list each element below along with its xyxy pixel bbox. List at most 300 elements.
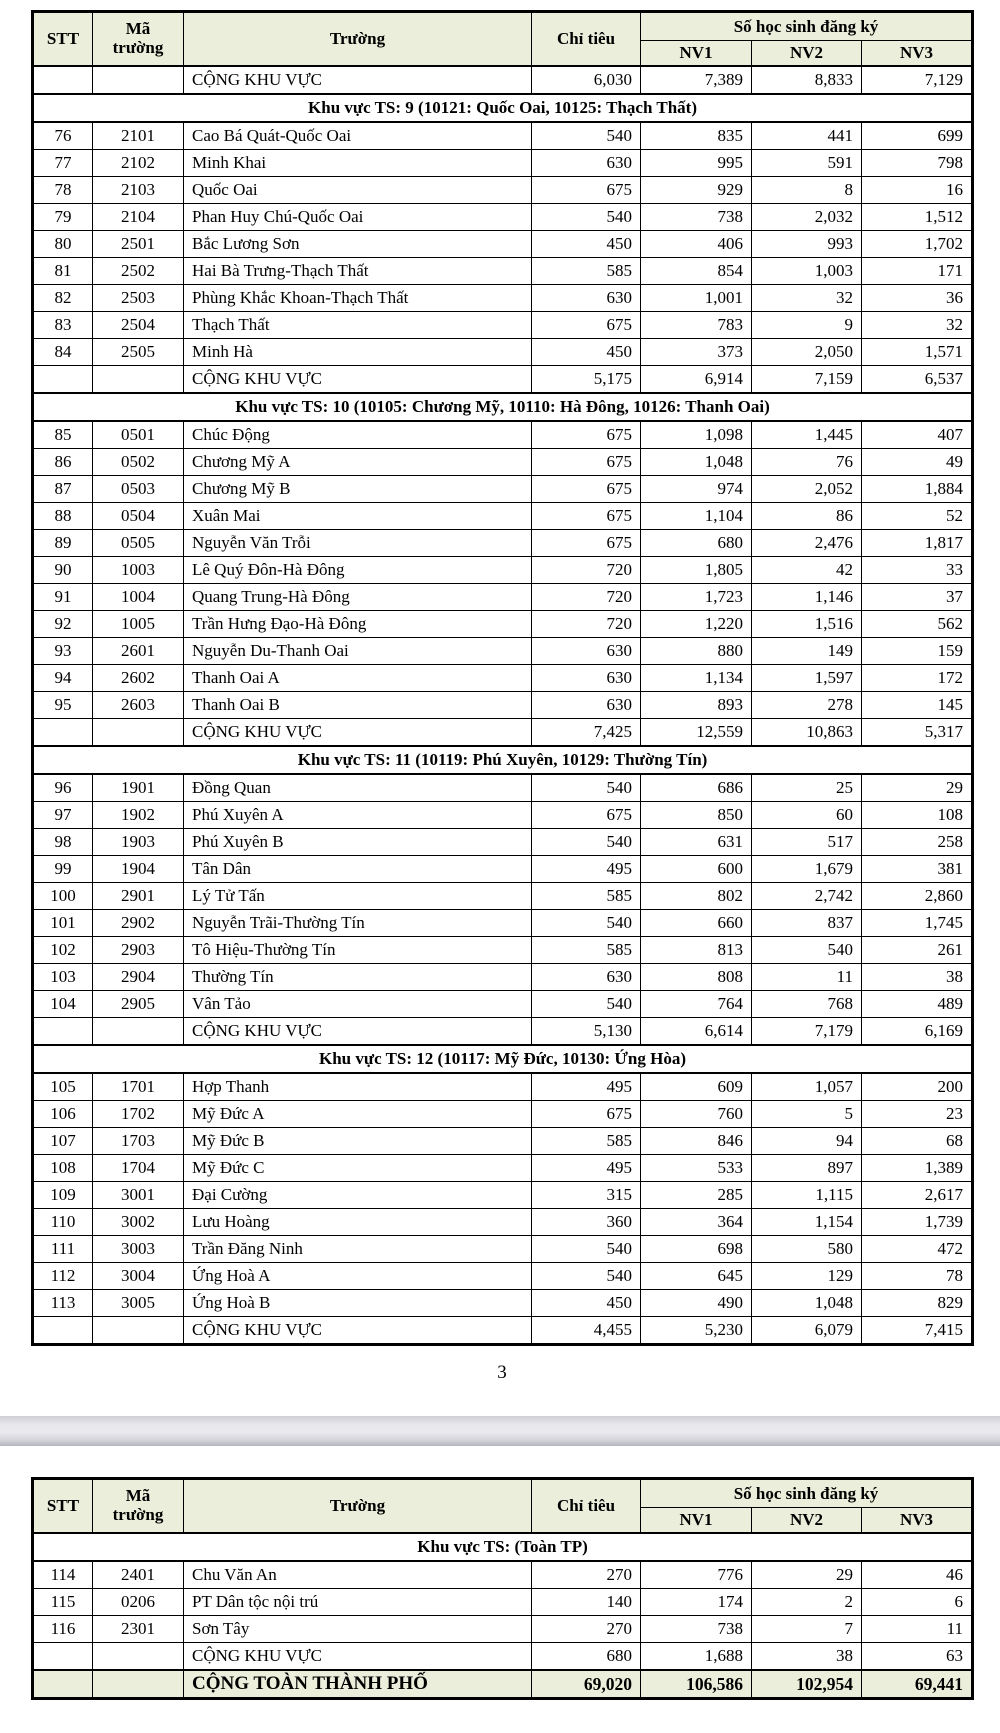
stt-cell: 102 xyxy=(33,937,93,964)
school-row xyxy=(33,1128,973,1155)
nv2-count-cell: 1,154 xyxy=(752,1209,862,1236)
school-code-cell xyxy=(93,66,184,94)
nv2-count-cell: 580 xyxy=(752,1236,862,1263)
nv3-count-cell: 699 xyxy=(862,122,973,150)
nv2-count-cell: 10,863 xyxy=(752,719,862,747)
school-name-cell: Nguyễn Du-Thanh Oai xyxy=(184,638,532,665)
quota-cell: 4,455 xyxy=(532,1317,641,1345)
nv3-count-cell: 108 xyxy=(862,802,973,829)
nv1-count-cell: 174 xyxy=(641,1589,752,1616)
nv1-count-cell: 285 xyxy=(641,1182,752,1209)
nv1-count-cell: 600 xyxy=(641,856,752,883)
quota-cell: 360 xyxy=(532,1209,641,1236)
school-code-cell xyxy=(93,719,184,747)
school-name-cell: Đồng Quan xyxy=(184,774,532,802)
school-code-cell: 2902 xyxy=(93,910,184,937)
quota-cell: 675 xyxy=(532,177,641,204)
nv2-count-cell: 278 xyxy=(752,692,862,719)
school-code-cell: 2301 xyxy=(93,1616,184,1643)
school-row xyxy=(33,503,973,530)
nv3-count-cell: 381 xyxy=(862,856,973,883)
school-name-cell: Chúc Động xyxy=(184,421,532,449)
table-header xyxy=(33,12,973,67)
nv1-count-cell: 406 xyxy=(641,231,752,258)
nv2-count-cell: 149 xyxy=(752,638,862,665)
stt-cell: 110 xyxy=(33,1209,93,1236)
school-row xyxy=(33,1209,973,1236)
nv2-count-cell: 1,146 xyxy=(752,584,862,611)
quota-cell: 450 xyxy=(532,1290,641,1317)
nv1-count-cell: 850 xyxy=(641,802,752,829)
section-title: Khu vực TS: 10 (10105: Chương Mỹ, 10110: Hà Đông, 10126: Thanh Oai) xyxy=(33,393,973,421)
quota-cell: 450 xyxy=(532,231,641,258)
col-header-stt: STT xyxy=(33,1479,93,1534)
nv2-count-cell: 6,079 xyxy=(752,1317,862,1345)
nv2-count-cell: 2,742 xyxy=(752,883,862,910)
school-row xyxy=(33,530,973,557)
nv1-count-cell: 974 xyxy=(641,476,752,503)
stt-cell: 114 xyxy=(33,1561,93,1589)
nv3-count-cell: 6,537 xyxy=(862,366,973,394)
school-row xyxy=(33,258,973,285)
school-code-cell: 0503 xyxy=(93,476,184,503)
stt-cell: 85 xyxy=(33,421,93,449)
nv2-count-cell: 94 xyxy=(752,1128,862,1155)
nv3-count-cell: 1,884 xyxy=(862,476,973,503)
school-code-cell: 2101 xyxy=(93,122,184,150)
enrollment-table-page-3 xyxy=(31,10,974,1346)
school-code-cell: 2103 xyxy=(93,177,184,204)
school-name-cell: PT Dân tộc nội trú xyxy=(184,1589,532,1616)
quota-cell: 630 xyxy=(532,665,641,692)
school-code-cell: 2602 xyxy=(93,665,184,692)
nv3-count-cell: 258 xyxy=(862,829,973,856)
nv2-count-cell: 32 xyxy=(752,285,862,312)
nv3-count-cell: 23 xyxy=(862,1101,973,1128)
stt-cell xyxy=(33,1670,93,1699)
nv1-count-cell: 813 xyxy=(641,937,752,964)
quota-cell: 630 xyxy=(532,638,641,665)
nv1-count-cell: 1,098 xyxy=(641,421,752,449)
quota-cell: 585 xyxy=(532,1128,641,1155)
stt-cell: 113 xyxy=(33,1290,93,1317)
school-name-cell: Chương Mỹ B xyxy=(184,476,532,503)
school-name-cell: Tân Dân xyxy=(184,856,532,883)
school-code-cell: 3004 xyxy=(93,1263,184,1290)
nv1-count-cell: 808 xyxy=(641,964,752,991)
school-code-cell: 0501 xyxy=(93,421,184,449)
stt-cell: 84 xyxy=(33,339,93,366)
col-header-truong: Trường xyxy=(184,12,532,67)
school-row xyxy=(33,1263,973,1290)
school-row xyxy=(33,829,973,856)
nv2-count-cell: 2,052 xyxy=(752,476,862,503)
nv1-count-cell: 1,104 xyxy=(641,503,752,530)
quota-cell: 495 xyxy=(532,1073,641,1101)
nv2-count-cell: 993 xyxy=(752,231,862,258)
nv1-count-cell: 1,134 xyxy=(641,665,752,692)
nv3-count-cell: 200 xyxy=(862,1073,973,1101)
school-name-cell: Quang Trung-Hà Đông xyxy=(184,584,532,611)
col-header-nv3: NV3 xyxy=(862,1508,973,1534)
city-total-row xyxy=(33,1670,973,1699)
stt-cell: 115 xyxy=(33,1589,93,1616)
quota-cell: 270 xyxy=(532,1616,641,1643)
school-code-cell: 0504 xyxy=(93,503,184,530)
nv3-count-cell: 798 xyxy=(862,150,973,177)
nv1-count-cell: 995 xyxy=(641,150,752,177)
nv3-count-cell: 1,512 xyxy=(862,204,973,231)
school-row xyxy=(33,122,973,150)
stt-cell: 92 xyxy=(33,611,93,638)
nv2-count-cell: 2,476 xyxy=(752,530,862,557)
quota-cell: 630 xyxy=(532,285,641,312)
nv2-count-cell: 9 xyxy=(752,312,862,339)
nv1-count-cell: 1,220 xyxy=(641,611,752,638)
stt-cell: 111 xyxy=(33,1236,93,1263)
school-code-cell: 1704 xyxy=(93,1155,184,1182)
nv1-count-cell: 373 xyxy=(641,339,752,366)
nv1-count-cell: 660 xyxy=(641,910,752,937)
school-row xyxy=(33,964,973,991)
section-header-row xyxy=(33,393,973,421)
nv3-count-cell: 2,617 xyxy=(862,1182,973,1209)
col-header-nv2: NV2 xyxy=(752,41,862,67)
quota-cell: 680 xyxy=(532,1643,641,1671)
school-code-cell xyxy=(93,1317,184,1345)
stt-cell: 99 xyxy=(33,856,93,883)
section-title: Khu vực TS: 9 (10121: Quốc Oai, 10125: Thạch Thất) xyxy=(33,94,973,122)
nv3-count-cell: 171 xyxy=(862,258,973,285)
school-code-cell xyxy=(93,1018,184,1046)
stt-cell: 80 xyxy=(33,231,93,258)
stt-cell: 83 xyxy=(33,312,93,339)
section-header-row xyxy=(33,746,973,774)
section-header-row xyxy=(33,1045,973,1073)
stt-cell: 76 xyxy=(33,122,93,150)
col-header-nv1: NV1 xyxy=(641,1508,752,1534)
nv3-count-cell: 829 xyxy=(862,1290,973,1317)
stt-cell: 90 xyxy=(33,557,93,584)
nv1-count-cell: 6,914 xyxy=(641,366,752,394)
nv2-count-cell: 897 xyxy=(752,1155,862,1182)
school-name-cell: Lê Quý Đôn-Hà Đông xyxy=(184,557,532,584)
quota-cell: 540 xyxy=(532,991,641,1018)
school-code-cell: 0502 xyxy=(93,449,184,476)
school-row xyxy=(33,774,973,802)
nv3-count-cell: 5,317 xyxy=(862,719,973,747)
nv2-count-cell: 129 xyxy=(752,1263,862,1290)
quota-cell: 540 xyxy=(532,204,641,231)
nv2-count-cell: 7 xyxy=(752,1616,862,1643)
quota-cell: 5,130 xyxy=(532,1018,641,1046)
col-header-so-hoc-sinh-dang-ky: Số học sinh đăng ký xyxy=(641,12,973,41)
nv3-count-cell: 407 xyxy=(862,421,973,449)
nv3-count-cell: 1,817 xyxy=(862,530,973,557)
school-name-cell: Mỹ Đức C xyxy=(184,1155,532,1182)
nv2-count-cell: 837 xyxy=(752,910,862,937)
nv2-count-cell: 517 xyxy=(752,829,862,856)
school-row xyxy=(33,692,973,719)
nv1-count-cell: 6,614 xyxy=(641,1018,752,1046)
nv3-count-cell: 2,860 xyxy=(862,883,973,910)
section-header-row xyxy=(33,94,973,122)
quota-cell: 675 xyxy=(532,312,641,339)
stt-cell: 100 xyxy=(33,883,93,910)
nv3-count-cell: 46 xyxy=(862,1561,973,1589)
nv3-count-cell: 11 xyxy=(862,1616,973,1643)
school-name-cell: Sơn Tây xyxy=(184,1616,532,1643)
section-title: Khu vực TS: (Toàn TP) xyxy=(33,1533,973,1561)
school-name-cell: Ứng Hoà B xyxy=(184,1290,532,1317)
nv3-count-cell: 69,441 xyxy=(862,1670,973,1699)
school-name-cell: Minh Khai xyxy=(184,150,532,177)
school-row xyxy=(33,476,973,503)
nv3-count-cell: 63 xyxy=(862,1643,973,1671)
quota-cell: 69,020 xyxy=(532,1670,641,1699)
school-row xyxy=(33,231,973,258)
nv2-count-cell: 1,679 xyxy=(752,856,862,883)
nv2-count-cell: 11 xyxy=(752,964,862,991)
nv2-count-cell: 7,159 xyxy=(752,366,862,394)
stt-cell: 108 xyxy=(33,1155,93,1182)
col-header-chi-tieu: Chỉ tiêu xyxy=(532,12,641,67)
stt-cell: 101 xyxy=(33,910,93,937)
stt-cell: 116 xyxy=(33,1616,93,1643)
quota-cell: 540 xyxy=(532,774,641,802)
school-name-cell: Chương Mỹ A xyxy=(184,449,532,476)
school-row xyxy=(33,557,973,584)
school-code-cell xyxy=(93,366,184,394)
school-code-cell: 2401 xyxy=(93,1561,184,1589)
quota-cell: 6,030 xyxy=(532,66,641,94)
stt-cell xyxy=(33,1643,93,1671)
nv3-count-cell: 29 xyxy=(862,774,973,802)
school-code-cell: 3003 xyxy=(93,1236,184,1263)
school-code-cell: 1004 xyxy=(93,584,184,611)
school-row xyxy=(33,339,973,366)
school-name-cell: Minh Hà xyxy=(184,339,532,366)
school-code-cell xyxy=(93,1670,184,1699)
school-row xyxy=(33,421,973,449)
col-header-nv3: NV3 xyxy=(862,41,973,67)
quota-cell: 720 xyxy=(532,557,641,584)
nv3-count-cell: 32 xyxy=(862,312,973,339)
school-name-cell: CỘNG KHU VỰC xyxy=(184,719,532,747)
nv1-count-cell: 609 xyxy=(641,1073,752,1101)
stt-cell xyxy=(33,366,93,394)
quota-cell: 5,175 xyxy=(532,366,641,394)
stt-cell: 78 xyxy=(33,177,93,204)
stt-cell xyxy=(33,1018,93,1046)
school-code-cell: 2601 xyxy=(93,638,184,665)
school-name-cell: Tô Hiệu-Thường Tín xyxy=(184,937,532,964)
nv1-count-cell: 7,389 xyxy=(641,66,752,94)
nv3-count-cell: 36 xyxy=(862,285,973,312)
nv1-count-cell: 5,230 xyxy=(641,1317,752,1345)
nv2-count-cell: 540 xyxy=(752,937,862,964)
stt-cell: 89 xyxy=(33,530,93,557)
nv3-count-cell: 78 xyxy=(862,1263,973,1290)
col-header-ma-truong: Mã trường xyxy=(93,1479,184,1534)
nv2-count-cell: 1,057 xyxy=(752,1073,862,1101)
quota-cell: 540 xyxy=(532,1236,641,1263)
nv2-count-cell: 2,032 xyxy=(752,204,862,231)
school-row xyxy=(33,638,973,665)
quota-cell: 675 xyxy=(532,449,641,476)
nv2-count-cell: 25 xyxy=(752,774,862,802)
school-name-cell: Trần Hưng Đạo-Hà Đông xyxy=(184,611,532,638)
school-name-cell: Ứng Hoà A xyxy=(184,1263,532,1290)
school-row xyxy=(33,285,973,312)
school-name-cell: Xuân Mai xyxy=(184,503,532,530)
school-row xyxy=(33,312,973,339)
school-name-cell: CỘNG TOÀN THÀNH PHỐ xyxy=(184,1670,532,1699)
nv3-count-cell: 7,415 xyxy=(862,1317,973,1345)
nv1-count-cell: 776 xyxy=(641,1561,752,1589)
school-row xyxy=(33,1182,973,1209)
school-name-cell: Nguyễn Trãi-Thường Tín xyxy=(184,910,532,937)
school-row xyxy=(33,1073,973,1101)
page-number: 3 xyxy=(497,1362,507,1383)
nv1-count-cell: 364 xyxy=(641,1209,752,1236)
school-row xyxy=(33,1561,973,1589)
nv3-count-cell: 37 xyxy=(862,584,973,611)
school-code-cell: 2901 xyxy=(93,883,184,910)
stt-cell: 79 xyxy=(33,204,93,231)
nv2-count-cell: 1,003 xyxy=(752,258,862,285)
stt-cell: 97 xyxy=(33,802,93,829)
school-row xyxy=(33,150,973,177)
school-name-cell: Nguyễn Văn Trỗi xyxy=(184,530,532,557)
nv1-count-cell: 1,688 xyxy=(641,1643,752,1671)
school-code-cell: 2501 xyxy=(93,231,184,258)
nv3-count-cell: 49 xyxy=(862,449,973,476)
school-row xyxy=(33,204,973,231)
school-name-cell: CỘNG KHU VỰC xyxy=(184,1018,532,1046)
nv2-count-cell: 7,179 xyxy=(752,1018,862,1046)
school-name-cell: Hợp Thanh xyxy=(184,1073,532,1101)
school-name-cell: Thanh Oai A xyxy=(184,665,532,692)
school-code-cell: 1703 xyxy=(93,1128,184,1155)
nv3-count-cell: 68 xyxy=(862,1128,973,1155)
school-row xyxy=(33,1616,973,1643)
nv3-count-cell: 38 xyxy=(862,964,973,991)
quota-cell: 540 xyxy=(532,910,641,937)
quota-cell: 270 xyxy=(532,1561,641,1589)
nv2-count-cell: 1,115 xyxy=(752,1182,862,1209)
school-name-cell: Trần Đăng Ninh xyxy=(184,1236,532,1263)
nv1-count-cell: 802 xyxy=(641,883,752,910)
quota-cell: 630 xyxy=(532,150,641,177)
stt-cell: 106 xyxy=(33,1101,93,1128)
nv3-count-cell: 33 xyxy=(862,557,973,584)
quota-cell: 7,425 xyxy=(532,719,641,747)
school-name-cell: Mỹ Đức A xyxy=(184,1101,532,1128)
school-row xyxy=(33,937,973,964)
page-break-band xyxy=(0,1416,1000,1446)
nv1-count-cell: 106,586 xyxy=(641,1670,752,1699)
nv3-count-cell: 52 xyxy=(862,503,973,530)
nv1-count-cell: 880 xyxy=(641,638,752,665)
school-name-cell: CỘNG KHU VỰC xyxy=(184,1317,532,1345)
school-code-cell: 3005 xyxy=(93,1290,184,1317)
enrollment-table-page-4 xyxy=(31,1477,974,1700)
nv3-count-cell: 159 xyxy=(862,638,973,665)
school-code-cell: 3002 xyxy=(93,1209,184,1236)
school-code-cell: 1701 xyxy=(93,1073,184,1101)
col-header-truong: Trường xyxy=(184,1479,532,1534)
nv1-count-cell: 738 xyxy=(641,1616,752,1643)
region-total-row xyxy=(33,1317,973,1345)
section-title: Khu vực TS: 12 (10117: Mỹ Đức, 10130: Ứng Hòa) xyxy=(33,1045,973,1073)
quota-cell: 450 xyxy=(532,339,641,366)
nv1-count-cell: 1,048 xyxy=(641,449,752,476)
nv3-count-cell: 7,129 xyxy=(862,66,973,94)
stt-cell: 87 xyxy=(33,476,93,503)
school-name-cell: Cao Bá Quát-Quốc Oai xyxy=(184,122,532,150)
nv1-count-cell: 783 xyxy=(641,312,752,339)
school-row xyxy=(33,1236,973,1263)
school-name-cell: Phan Huy Chú-Quốc Oai xyxy=(184,204,532,231)
school-row xyxy=(33,1101,973,1128)
nv1-count-cell: 12,559 xyxy=(641,719,752,747)
quota-cell: 675 xyxy=(532,476,641,503)
quota-cell: 720 xyxy=(532,584,641,611)
nv2-count-cell: 8,833 xyxy=(752,66,862,94)
nv2-count-cell: 1,048 xyxy=(752,1290,862,1317)
quota-cell: 585 xyxy=(532,258,641,285)
quota-cell: 495 xyxy=(532,856,641,883)
nv1-count-cell: 764 xyxy=(641,991,752,1018)
nv2-count-cell: 42 xyxy=(752,557,862,584)
school-name-cell: Lý Tử Tấn xyxy=(184,883,532,910)
stt-cell: 95 xyxy=(33,692,93,719)
region-total-row xyxy=(33,66,973,94)
quota-cell: 675 xyxy=(532,1101,641,1128)
school-row xyxy=(33,449,973,476)
school-code-cell: 1901 xyxy=(93,774,184,802)
stt-cell: 94 xyxy=(33,665,93,692)
nv1-count-cell: 645 xyxy=(641,1263,752,1290)
stt-cell: 98 xyxy=(33,829,93,856)
region-total-row xyxy=(33,719,973,747)
stt-cell: 109 xyxy=(33,1182,93,1209)
school-code-cell: 0505 xyxy=(93,530,184,557)
school-code-cell: 2505 xyxy=(93,339,184,366)
school-code-cell: 2504 xyxy=(93,312,184,339)
nv2-count-cell: 1,516 xyxy=(752,611,862,638)
nv2-count-cell: 38 xyxy=(752,1643,862,1671)
school-code-cell: 2904 xyxy=(93,964,184,991)
stt-cell: 96 xyxy=(33,774,93,802)
stt-cell xyxy=(33,1317,93,1345)
nv3-count-cell: 1,571 xyxy=(862,339,973,366)
school-row xyxy=(33,856,973,883)
nv2-count-cell: 441 xyxy=(752,122,862,150)
stt-cell: 107 xyxy=(33,1128,93,1155)
school-name-cell: Phú Xuyên B xyxy=(184,829,532,856)
nv2-count-cell: 2 xyxy=(752,1589,862,1616)
stt-cell: 104 xyxy=(33,991,93,1018)
school-row xyxy=(33,1290,973,1317)
nv2-count-cell: 768 xyxy=(752,991,862,1018)
school-row xyxy=(33,802,973,829)
stt-cell: 88 xyxy=(33,503,93,530)
nv2-count-cell: 1,445 xyxy=(752,421,862,449)
school-name-cell: Thường Tín xyxy=(184,964,532,991)
stt-cell: 103 xyxy=(33,964,93,991)
